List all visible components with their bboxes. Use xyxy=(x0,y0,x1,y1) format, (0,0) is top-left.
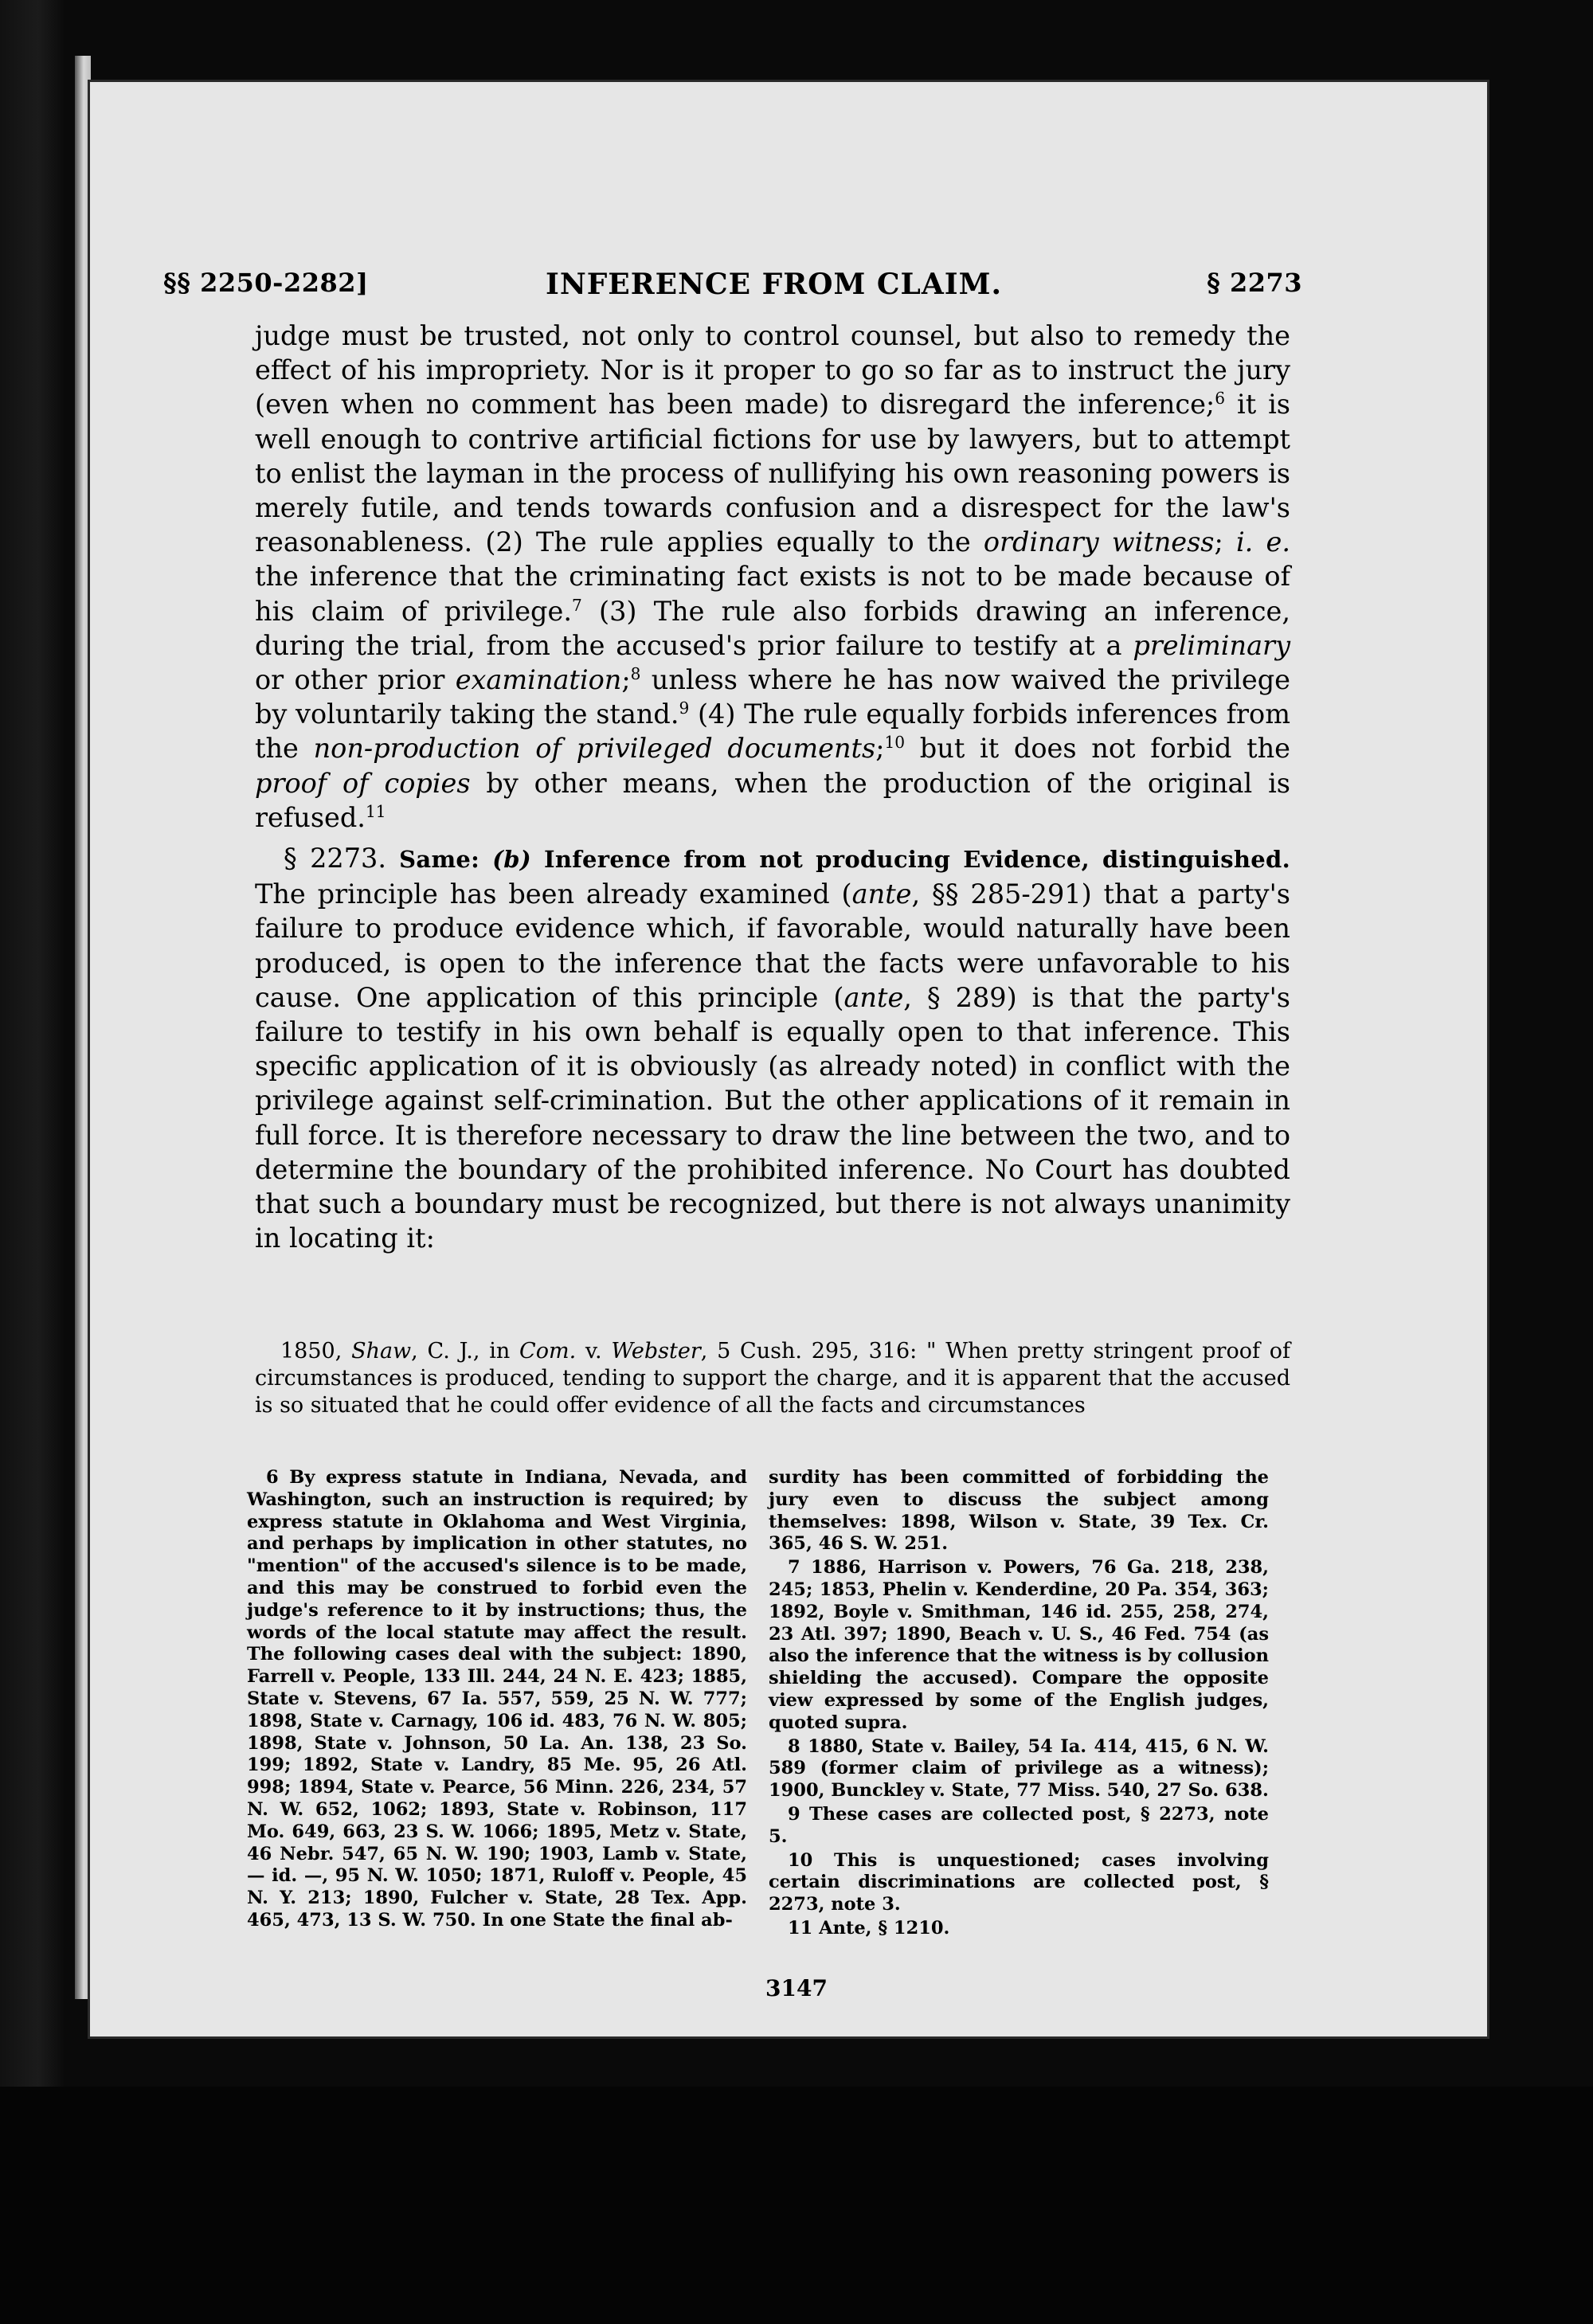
block-quote: 1850, Shaw, C. J., in Com. v. Webster, 5 Cush. 295, 316: " When pretty stringent proof of circumstances is produced, tending to support the charge, and it is apparent that the accused is so situated that he could offer evidence of all the facts and circumstances xyxy=(255,1339,1290,1418)
header-section-range: §§ 2250-2282] xyxy=(163,268,369,298)
footnote-6-continued: surdity has been committed of forbidding the jury even to discuss the subject among themselves: 1898, Wilson v. State, 39 Tex. Cr. 365, 46 S. W. 251. xyxy=(769,1467,1269,1555)
paragraph-2273: § 2273. Same: (b) Inference from not producing Evidence, distinguished. The principle has been already examined (ante, §§ 285-291) that a party's failure to produce evidence which, if favorable, would naturally have been produced, is open to the inference that the facts were unfavorable to his cause. One application of this principle (ante, § 289) is that the party's failure to testify in his own behalf is equally open to that inference. This specific application of it is obviously (as already noted) in conflict with the privilege against self-crimination. But the other applications of it remain in full force. It is therefore necessary to draw the line between the two, and to determine the boundary of the prohibited inference. No Court has doubted that such a boundary must be recognized, but there is not always unanimity in locating it: xyxy=(255,843,1291,1254)
footnote-ref-11: 11 xyxy=(365,801,386,821)
body-text xyxy=(255,319,1290,1255)
running-header xyxy=(163,268,1302,312)
footnote-ref-7: 7 xyxy=(571,595,582,615)
footnote-ref-9: 9 xyxy=(679,698,690,718)
section-number: § 2273. xyxy=(284,843,387,874)
footnote-ref-10: 10 xyxy=(884,733,906,753)
page-number: 3147 xyxy=(765,1975,828,2001)
footnote-8: 8 1880, State v. Bailey, 54 Ia. 414, 415, 6 N. W. 589 (former claim of privilege as a witness); 1900, Bunckley v. State, 77 Miss. 540, 27 So. 638. xyxy=(769,1735,1269,1802)
footnote-9: 9 These cases are collected post, § 2273, note 5. xyxy=(769,1803,1269,1847)
footnote-7: 7 1886, Harrison v. Powers, 76 Ga. 218, 238, 245; 1853, Phelin v. Kenderdine, 20 Pa. 354, 363; 1892, Boyle v. Smithman, 146 id. 255, 258, 274, 23 Atl. 397; 1890, Beach v. U. S., 46 Fed. 754 (as also the inference that the witness is by collusion shielding the accused). Compare the opposite view expressed by some of the English judges, quoted supra. xyxy=(769,1557,1269,1733)
footnotes-left-column xyxy=(247,1467,747,1934)
footnote-10: 10 This is unquestioned; cases involving certain discriminations are collected post, § 2273, note 3. xyxy=(769,1849,1269,1915)
scan-bottom-border xyxy=(0,2087,1593,2324)
header-title: INFERENCE FROM CLAIM. xyxy=(546,268,1002,301)
footnote-ref-8: 8 xyxy=(630,663,641,683)
footnote-11: 11 Ante, § 1210. xyxy=(788,1917,950,1939)
footnotes-right-column xyxy=(769,1467,1269,1942)
footnote-6: 6 By express statute in Indiana, Nevada, and Washington, such an instruction is required; by express statute in Oklahoma and West Virginia, and perhaps by implication in other statutes, no "mention" of the accused's silence is to be made, and this may be construed to forbid even the judge's reference to it by instructions; thus, the words of the local statute may affect the result. The following cases deal with the subject: 1890, Farrell v. People, 133 Ill. 244, 24 N. E. 423; 1885, State v. Stevens, 67 Ia. 557, 559, 25 N. W. 777; 1898, State v. Carnagy, 106 id. 483, 76 N. W. 805; 1898, State v. Johnson, 50 La. An. 138, 23 So. 199; 1892, State v. Landry, 85 Me. 95, 26 Atl. 998; 1894, State v. Pearce, 56 Minn. 226, 234, 57 N. W. 652, 1062; 1893, State v. Robinson, 117 Mo. 649, 663, 23 S. W. 1066; 1895, Metz v. State, 46 Nebr. 547, 65 N. W. 190; 1903, Lamb v. State, — id. —, 95 N. W. 1050; 1871, Ruloff v. People, 45 N. Y. 213; 1890, Fulcher v. State, 28 Tex. App. 465, 473, 13 S. W. 750. In one State the final ab- xyxy=(247,1467,747,1931)
header-section-number: § 2273 xyxy=(1207,268,1302,298)
scan-left-border xyxy=(0,0,64,2324)
section-heading: Same: (b) Inference from not producing Evidence, distinguished. xyxy=(386,846,1290,874)
footnote-ref-6: 6 xyxy=(1215,389,1226,409)
paragraph-1: judge must be trusted, not only to control counsel, but also to remedy the effect of his impropriety. Nor is it proper to go so far as to instruct the jury (even when no comment has been made) to disregard the inference;$^6$ it is well enough to contrive artificial fictions for use by lawyers, but to attempt to enlist the layman in the process of nullifying his own reasoning powers is merely futile, and tends towards confusion and a disrespect for the law's reasonableness. (2) The rule applies equally to the ordinary witness; i. e. the inference that the criminating fact exists is not to be made because of his claim of privilege.$^7$ (3) The rule also forbids drawing an inference, during the trial, from the accused's prior failure to testify at a preliminary or other prior examination;$^8$ unless where he has now waived the privilege by voluntarily taking the stand.$^9$ (4) The rule equally forbids inferences from the non-production of privileged documents;$^{10}$ but it does not forbid the proof of copies by other means, when the production of the original is refused.$^{11}$ xyxy=(255,320,1291,833)
